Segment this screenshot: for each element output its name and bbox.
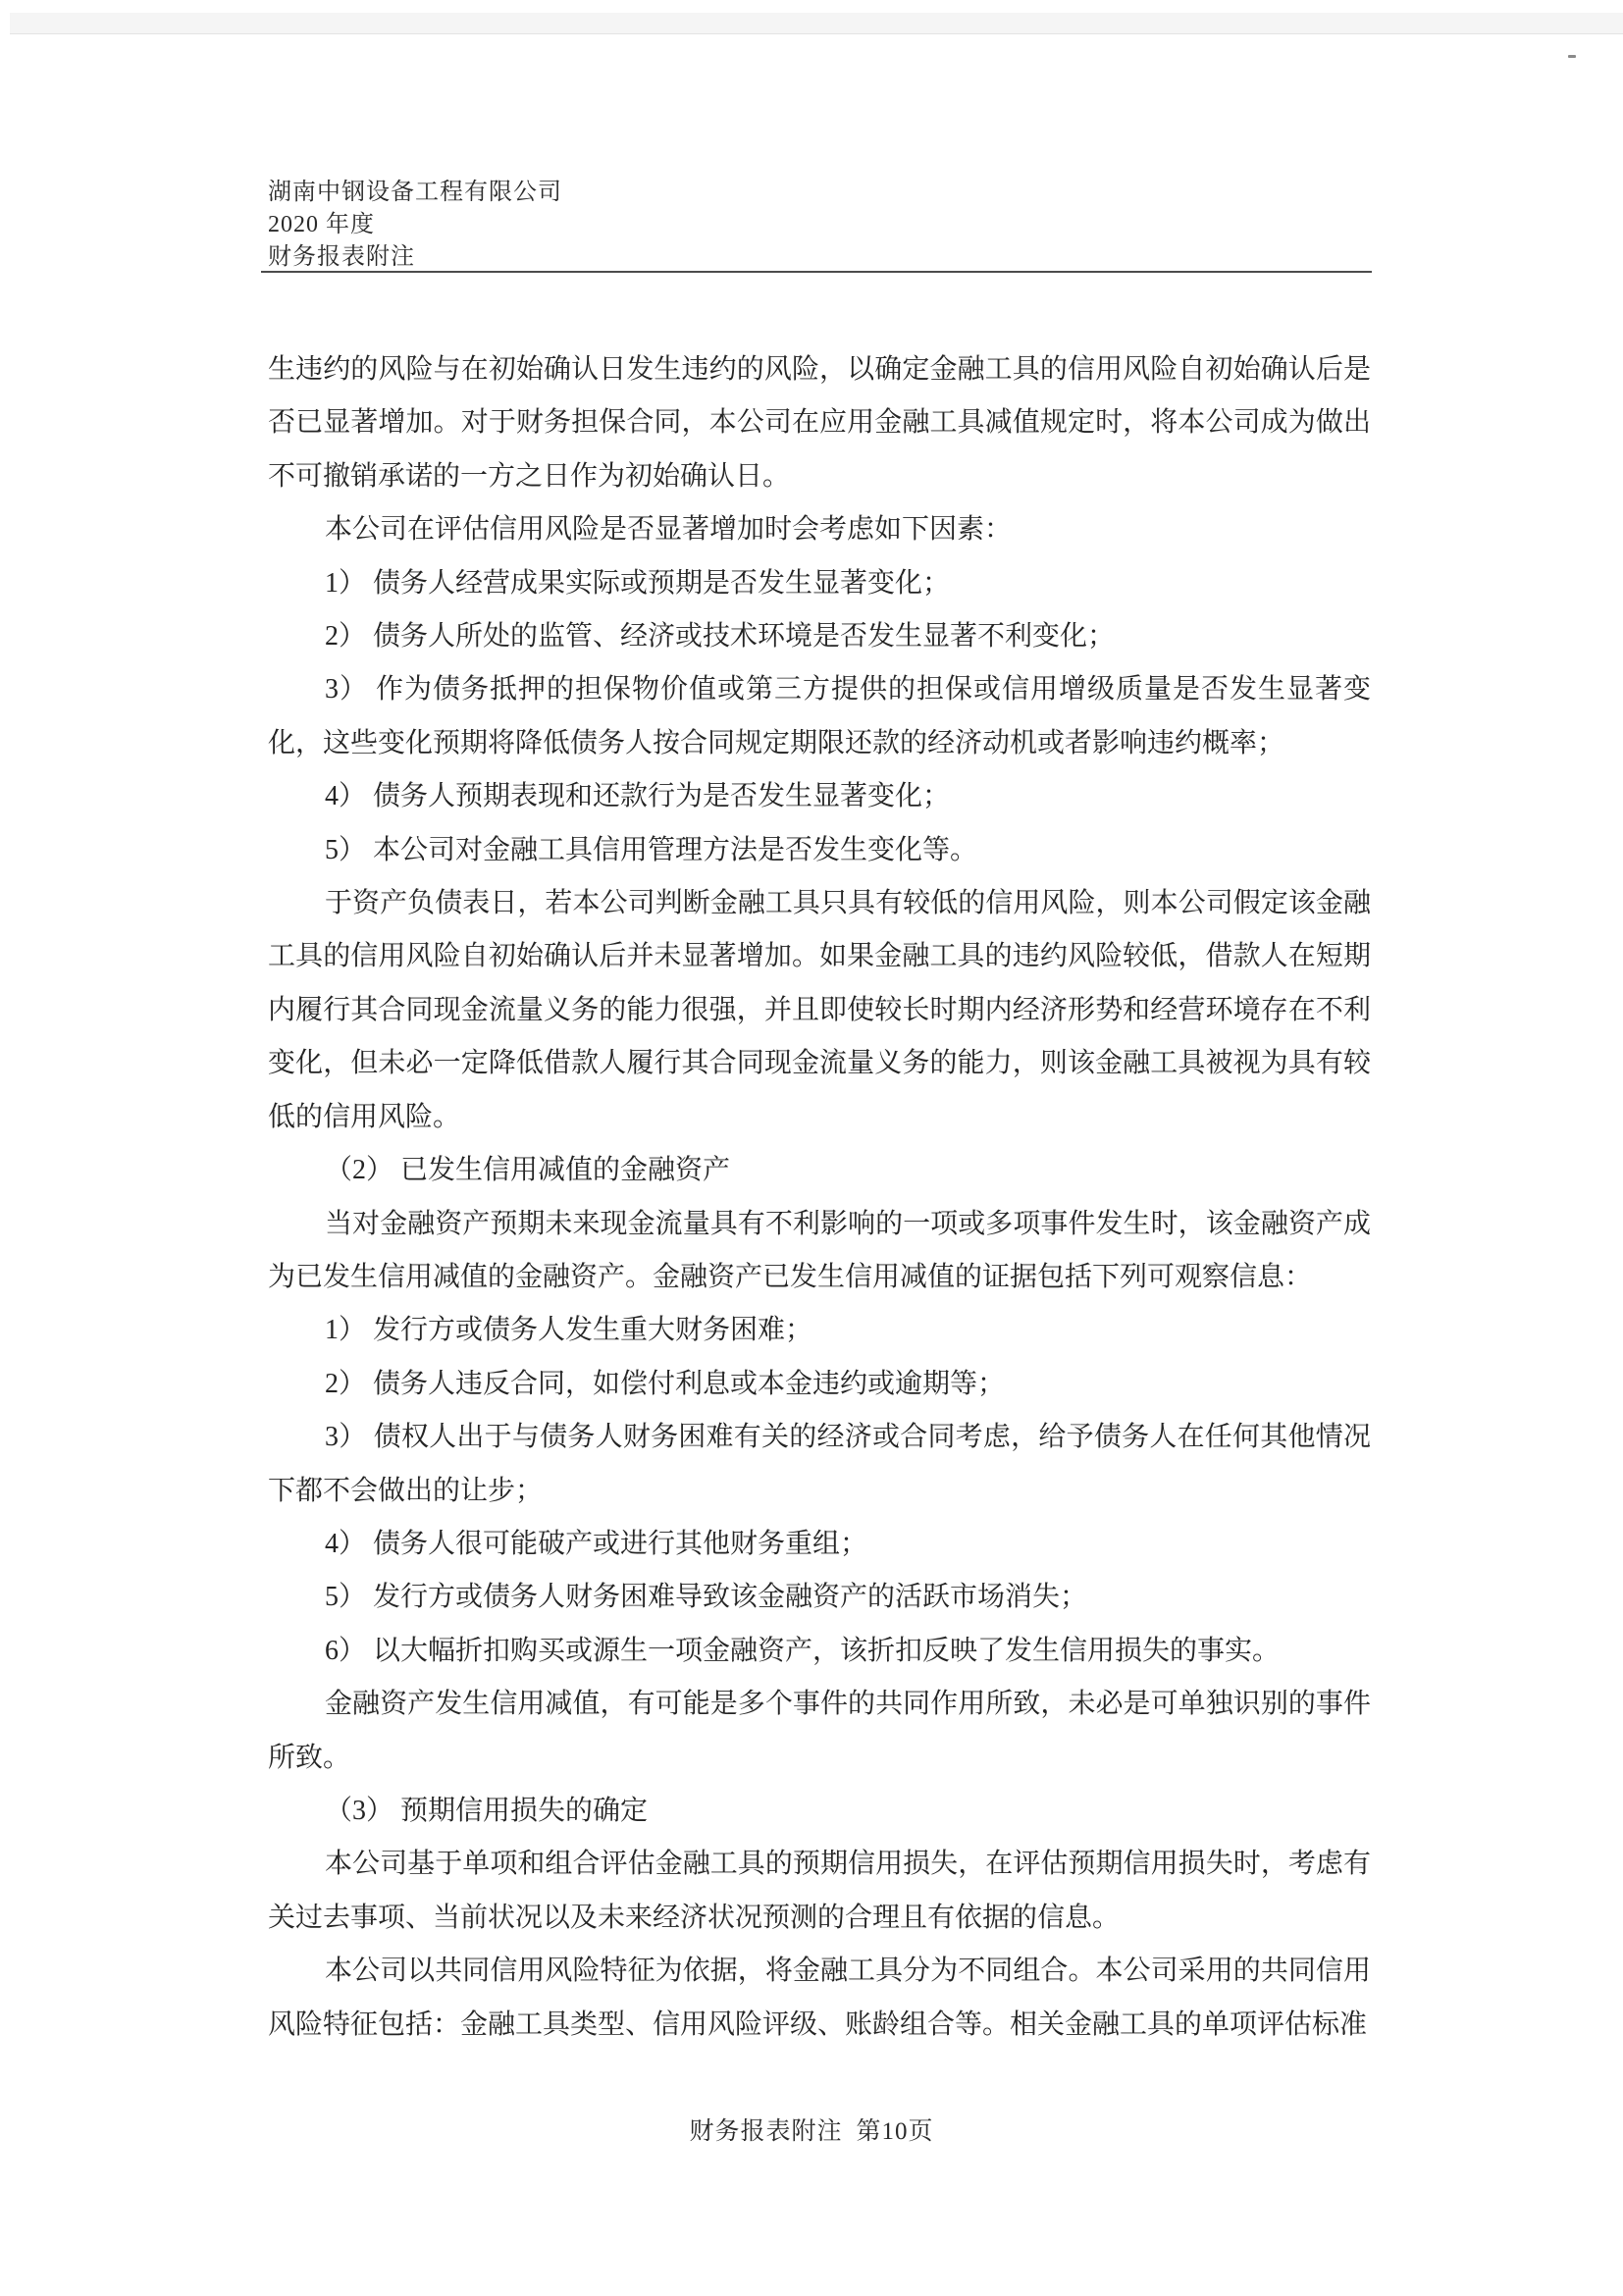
body-paragraph: 本公司在评估信用风险是否显著增加时会考虑如下因素： [325, 514, 1013, 546]
footer-doc-label: 财务报表附注 [689, 2118, 843, 2145]
document-title: 财务报表附注 [268, 244, 415, 270]
body-paragraph: 4） 债务人预期表现和还款行为是否发生显著变化； [325, 781, 951, 812]
body-paragraph: 2） 债务人所处的监管、经济或技术环境是否发生显著不利变化； [325, 621, 1116, 652]
company-name: 湖南中钢设备工程有限公司 [268, 180, 562, 205]
body-paragraph: 金融资产发生信用减值，有可能是多个事件的共同作用所致，未必是可单独识别的事件所致。 [268, 1689, 1371, 1773]
scan-artifact-band [10, 13, 1623, 34]
body-paragraph: 6） 以大幅折扣购买或源生一项金融资产，该折扣反映了发生信用损失的事实。 [325, 1635, 1281, 1666]
body-paragraph: 1） 债务人经营成果实际或预期是否发生显著变化； [325, 567, 951, 599]
body-paragraph: 4） 债务人很可能破产或进行其他财务重组； [325, 1528, 868, 1559]
footer-page-number: 第10页 [856, 2118, 934, 2145]
body-paragraph: 5） 本公司对金融工具信用管理方法是否发生变化等。 [325, 834, 978, 865]
body-paragraph: 于资产负债表日，若本公司判断金融工具只具有较低的信用风险，则本公司假定该金融工具的信用风险自初始确认后并未显著增加。如果金融工具的违约风险较低，借款人在短期内履行其合同现金流量义务的能力很强，并且即使较长时期内经济形势和经营环境存在不利变化，但未必一定降低借款人履行其合同现金流量义务的能力，则该金融工具被视为具有较低的信用风险。 [268, 888, 1371, 1132]
body-paragraph: 3） 债权人出于与债务人财务困难有关的经济或合同考虑，给予债务人在任何其他情况下都不会做出的让步； [268, 1422, 1371, 1506]
header-divider [261, 271, 1372, 273]
body-paragraph: 当对金融资产预期未来现金流量具有不利影响的一项或多项事件发生时，该金融资产成为已发生信用减值的金融资产。金融资产已发生信用减值的证据包括下列可观察信息： [268, 1208, 1371, 1292]
body-paragraph: （2） 已发生信用减值的金融资产 [325, 1155, 731, 1186]
scan-speck [1568, 55, 1576, 58]
body-paragraph: （3） 预期信用损失的确定 [325, 1795, 649, 1826]
body-paragraph: 2） 债务人违反合同，如偿付利息或本金违约或逾期等； [325, 1368, 1006, 1399]
body-paragraph: 1） 发行方或债务人发生重大财务困难； [325, 1315, 813, 1346]
body-paragraph: 3） 作为债务抵押的担保物价值或第三方提供的担保或信用增级质量是否发生显著变化，这些变化预期将降低债务人按合同规定期限还款的经济动机或者影响违约概率； [268, 674, 1371, 758]
report-period: 2020 年度 [268, 212, 375, 237]
document-body [268, 343, 1371, 2052]
body-paragraph: 本公司以共同信用风险特征为依据，将金融工具分为不同组合。本公司采用的共同信用风险特征包括：金融工具类型、信用风险评级、账龄组合等。相关金融工具的单项评估标准 [268, 1956, 1371, 2040]
document-header [268, 177, 1371, 274]
body-paragraph: 本公司基于单项和组合评估金融工具的预期信用损失，在评估预期信用损失时，考虑有关过去事项、当前状况以及未来经济状况预测的合理且有依据的信息。 [268, 1849, 1371, 1933]
body-paragraph: 生违约的风险与在初始确认日发生违约的风险，以确定金融工具的信用风险自初始确认后是否已显著增加。对于财务担保合同，本公司在应用金融工具减值规定时，将本公司成为做出不可撤销承诺的一方之日作为初始确认日。 [268, 354, 1371, 492]
body-paragraph: 5） 发行方或债务人财务困难导致该金融资产的活跃市场消失； [325, 1582, 1088, 1613]
page-footer [0, 2112, 1623, 2147]
